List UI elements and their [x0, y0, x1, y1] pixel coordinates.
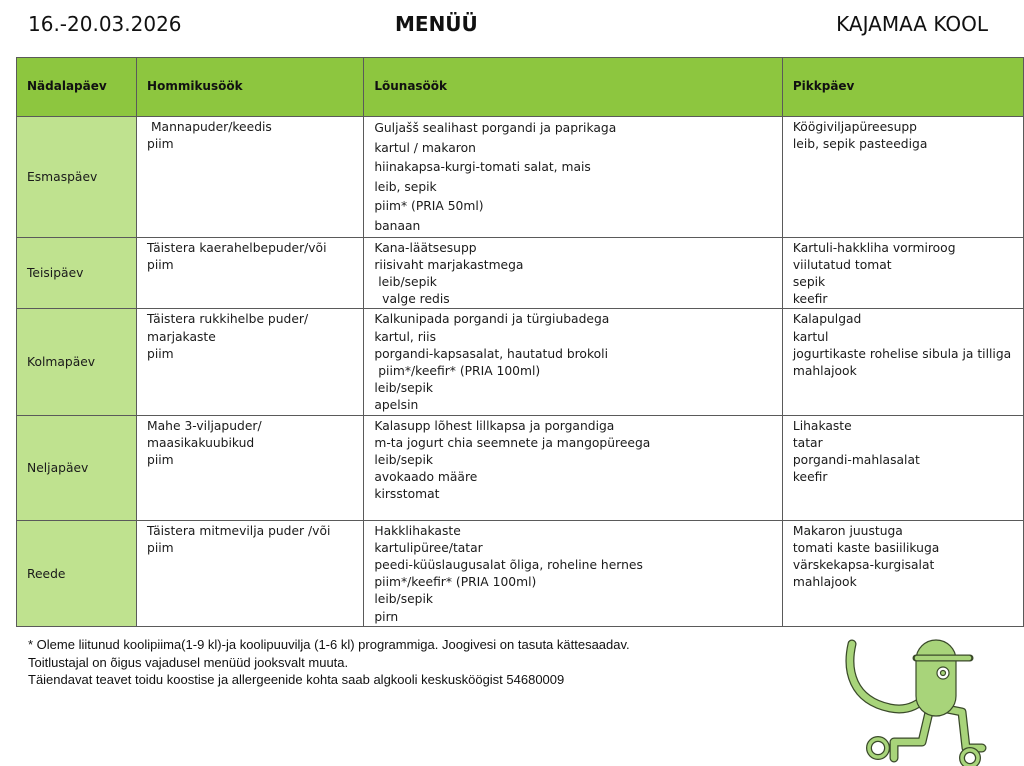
column-header-breakfast: Hommikusöök	[137, 58, 364, 117]
menu-item: mahlajook	[792, 575, 857, 590]
menu-item: viilutatud tomat	[792, 257, 892, 272]
menu-item: marjakaste	[147, 329, 216, 344]
school-name: KAJAMAA KOOL	[836, 12, 988, 36]
table-header-row	[17, 58, 1024, 117]
menu-item: jogurtikaste rohelise sibula ja tilliga	[792, 346, 1012, 361]
menu-item: piim	[147, 453, 174, 467]
lunch-cell	[364, 237, 783, 309]
page-title: MENÜÜ	[395, 12, 478, 36]
school-mascot-icon	[830, 630, 1000, 766]
lunch-cell	[364, 309, 783, 415]
footnotes	[28, 636, 630, 689]
column-header-weekday: Nädalapäev	[17, 58, 137, 117]
breakfast-cell	[137, 520, 364, 626]
menu-item: keefir	[792, 292, 828, 307]
menu-item: kartul, riis	[374, 329, 436, 344]
footnote-line: * Oleme liitunud koolipiima(1-9 kl)-ja koolipuuvilja (1-6 kl) programmiga. Joogivesi on tasuta kättesaadav.	[28, 637, 630, 652]
long-day-cell	[782, 309, 1023, 415]
menu-item: Täistera rukkihelbe puder/	[147, 312, 309, 327]
menu-item: Lihakaste	[792, 418, 852, 433]
menu-item: tatar	[792, 435, 823, 450]
menu-table	[16, 57, 1024, 627]
menu-item: piim*/keefir* (PRIA 100ml)	[374, 363, 541, 378]
menu-item: Köögiviljapüreesupp	[792, 120, 917, 134]
menu-item: hiinakapsa-kurgi-tomati salat, mais	[374, 160, 591, 175]
column-header-lunch: Lõunasöök	[364, 58, 783, 117]
menu-item: peedi-küüslaugusalat õliga, roheline hernes	[374, 558, 643, 572]
menu-item: Hakklihakaste	[374, 523, 461, 538]
table-row	[17, 309, 1024, 415]
menu-item: piim	[147, 346, 174, 361]
menu-item: keefir	[792, 470, 828, 485]
menu-item: sepik	[792, 274, 826, 289]
menu-item: kartulipüree/tatar	[374, 540, 483, 555]
footnote-line: Täiendavat teavet toidu koostise ja allergeenide kohta saab algkooli keskusköögist 54680009	[28, 672, 565, 687]
menu-item: leib/sepik	[374, 592, 434, 607]
menu-item: Kalapulgad	[792, 312, 862, 327]
lunch-cell	[364, 520, 783, 626]
menu-item: leib/sepik	[374, 274, 437, 289]
date-range: 16.-20.03.2026	[28, 12, 182, 36]
menu-item: piim* (PRIA 50ml)	[374, 199, 484, 214]
menu-item: Guljašš sealihast porgandi ja paprikaga	[374, 121, 617, 135]
menu-item: leib/sepik	[374, 453, 434, 467]
menu-item: leib, sepik	[374, 179, 437, 194]
lunch-cell	[364, 117, 783, 238]
menu-item: porgandi-kapsasalat, hautatud brokoli	[374, 346, 608, 361]
menu-item: leib/sepik	[374, 381, 434, 396]
long-day-cell	[782, 117, 1023, 238]
menu-item: mahlajook	[792, 363, 857, 378]
menu-item: Kana-läätsesupp	[374, 240, 477, 255]
menu-item: värskekapsa-kurgisalat	[792, 558, 935, 572]
menu-item: riisivaht marjakastmega	[374, 257, 524, 272]
menu-item: maasikakuubikud	[147, 435, 255, 450]
long-day-cell	[782, 520, 1023, 626]
weekday-cell: Neljapäev	[17, 415, 137, 520]
menu-item: kirsstomat	[374, 487, 440, 502]
table-row	[17, 415, 1024, 520]
menu-item: banaan	[374, 218, 421, 233]
menu-item: Kalasupp lõhest lillkapsa ja porgandiga	[374, 418, 615, 433]
breakfast-cell	[137, 237, 364, 309]
menu-item: Täistera kaerahelbepuder/või	[147, 240, 327, 255]
menu-item: kartul	[792, 329, 829, 344]
table-row	[17, 520, 1024, 626]
mascot-tail	[850, 644, 925, 709]
menu-item: porgandi-mahlasalat	[792, 453, 920, 467]
long-day-cell	[782, 237, 1023, 309]
long-day-cell	[782, 415, 1023, 520]
weekday-cell: Reede	[17, 520, 137, 626]
menu-item: leib, sepik pasteediga	[792, 137, 928, 152]
menu-item: tomati kaste basiilikuga	[792, 540, 940, 555]
menu-item: Kartuli-hakkliha vormiroog	[792, 240, 956, 255]
breakfast-cell	[137, 117, 364, 238]
menu-item: Täistera mitmevilja puder /või	[147, 523, 331, 538]
table-row	[17, 117, 1024, 238]
table-row	[17, 237, 1024, 309]
menu-item: apelsin	[374, 398, 419, 413]
menu-item: Mannapuder/keedis	[147, 120, 272, 134]
menu-item: Makaron juustuga	[792, 523, 903, 538]
breakfast-cell	[137, 309, 364, 415]
breakfast-cell	[137, 415, 364, 520]
menu-item: avokaado määre	[374, 470, 478, 485]
menu-item: pirn	[374, 609, 399, 624]
column-header-long-day: Pikkpäev	[782, 58, 1023, 117]
menu-item: piim	[147, 257, 174, 272]
menu-item: piim*/keefir* (PRIA 100ml)	[374, 575, 537, 590]
lunch-cell	[364, 415, 783, 520]
menu-item: Mahe 3-viljapuder/	[147, 418, 262, 433]
mascot-body	[916, 640, 956, 716]
menu-item: kartul / makaron	[374, 140, 476, 155]
menu-item: piim	[147, 540, 174, 555]
menu-item: m-ta jogurt chia seemnete ja mangopüreega	[374, 435, 651, 450]
weekday-cell: Kolmapäev	[17, 309, 137, 415]
menu-item: piim	[147, 137, 174, 152]
weekday-cell: Teisipäev	[17, 237, 137, 309]
menu-item: Kalkunipada porgandi ja türgiubadega	[374, 312, 610, 327]
weekday-cell: Esmaspäev	[17, 117, 137, 238]
footnote-line: Toitlustajal on õigus vajadusel menüüd jooksvalt muuta.	[28, 654, 349, 670]
menu-item: valge redis	[374, 292, 450, 307]
